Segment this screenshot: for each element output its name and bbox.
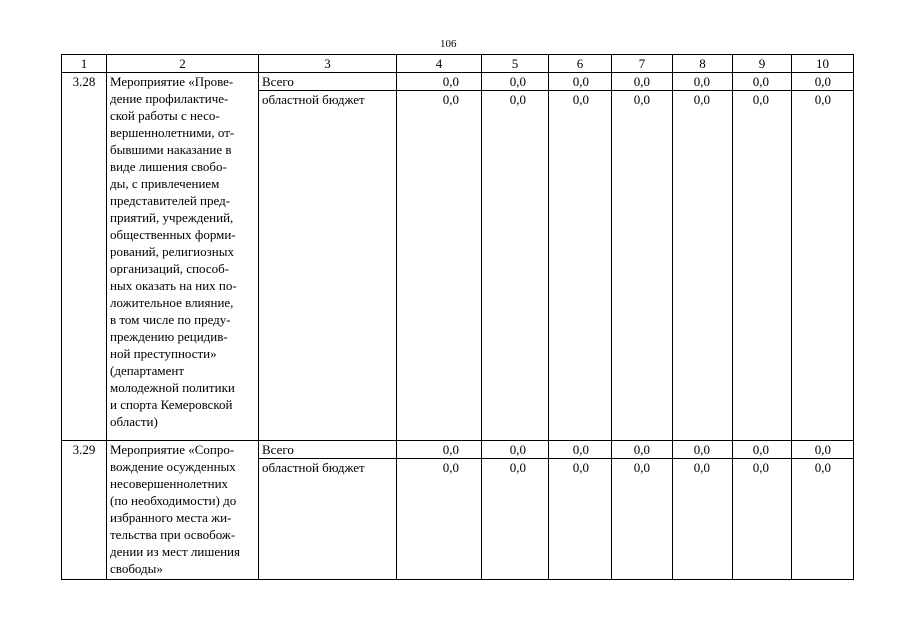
description-line: ской работы с несо- [110,108,220,123]
table-row [62,73,854,91]
funding-value: 0,0 [673,441,733,459]
funding-value: 0,0 [397,73,482,91]
funding-value: 0,0 [482,73,549,91]
funding-source-label: Всего [259,441,397,459]
activity-description [107,441,259,580]
column-header: 2 [107,55,259,73]
funding-value: 0,0 [733,441,792,459]
description-line: дение профилактиче- [110,91,229,106]
description-line: вождение осужденных [110,459,236,474]
description-line: Мероприятие «Прове- [110,74,234,89]
funding-value: 0,0 [673,73,733,91]
description-line: области) [110,414,158,429]
row-index: 3.28 [62,73,107,441]
funding-value: 0,0 [612,459,673,580]
funding-value: 0,0 [792,441,854,459]
description-line: в том числе по преду- [110,312,231,327]
description-line: тельства при освобож- [110,527,236,542]
description-line: несовершеннолетних [110,476,229,491]
funding-value: 0,0 [733,73,792,91]
funding-value: 0,0 [792,91,854,441]
description-line: ной преступности» [110,346,217,361]
funding-value: 0,0 [733,459,792,580]
column-header: 1 [62,55,107,73]
description-line: вершеннолетними, от- [110,125,235,140]
description-line: (департамент [110,363,185,378]
funding-value: 0,0 [792,73,854,91]
page-number: 106 [440,38,457,50]
description-line: ных оказать на них по- [110,278,237,293]
row-index: 3.29 [62,441,107,580]
column-header: 3 [259,55,397,73]
funding-source-label: областной бюджет [259,91,397,441]
description-line: рований, религиозных [110,244,234,259]
funding-value: 0,0 [482,91,549,441]
description-line: общественных форми- [110,227,236,242]
funding-value: 0,0 [397,459,482,580]
funding-value: 0,0 [612,441,673,459]
funding-value: 0,0 [549,73,612,91]
funding-value: 0,0 [792,459,854,580]
description-line: ды, с привлечением [110,176,220,191]
description-line: бывшими наказание в [110,142,232,157]
description-line: (по необходимости) до [110,493,237,508]
funding-value: 0,0 [549,459,612,580]
column-header: 9 [733,55,792,73]
funding-value: 0,0 [549,441,612,459]
description-line: ложительное влияние, [110,295,234,310]
column-header: 5 [482,55,549,73]
column-header: 7 [612,55,673,73]
funding-value: 0,0 [612,73,673,91]
description-line: организаций, способ- [110,261,230,276]
activity-description [107,73,259,441]
description-line: преждению рецидив- [110,329,228,344]
funding-value: 0,0 [397,91,482,441]
funding-source-label: Всего [259,73,397,91]
description-line: свободы» [110,561,163,576]
description-line: приятий, учреждений, [110,210,234,225]
funding-source-label: областной бюджет [259,459,397,580]
column-header: 8 [673,55,733,73]
funding-value: 0,0 [673,459,733,580]
funding-value: 0,0 [482,441,549,459]
description-line: дении из мест лишения [110,544,240,559]
funding-value: 0,0 [673,91,733,441]
column-header: 6 [549,55,612,73]
description-line: и спорта Кемеровской [110,397,233,412]
budget-table [61,54,854,580]
funding-value: 0,0 [397,441,482,459]
funding-value: 0,0 [482,459,549,580]
description-line: представителей пред- [110,193,231,208]
header-row [62,55,854,73]
description-line: молодежной политики [110,380,235,395]
funding-value: 0,0 [733,91,792,441]
table-row [62,441,854,459]
column-header: 4 [397,55,482,73]
funding-value: 0,0 [549,91,612,441]
funding-value: 0,0 [612,91,673,441]
column-header: 10 [792,55,854,73]
description-line: избранного места жи- [110,510,232,525]
description-line: Мероприятие «Сопро- [110,442,235,457]
description-line: виде лишения свобо- [110,159,227,174]
